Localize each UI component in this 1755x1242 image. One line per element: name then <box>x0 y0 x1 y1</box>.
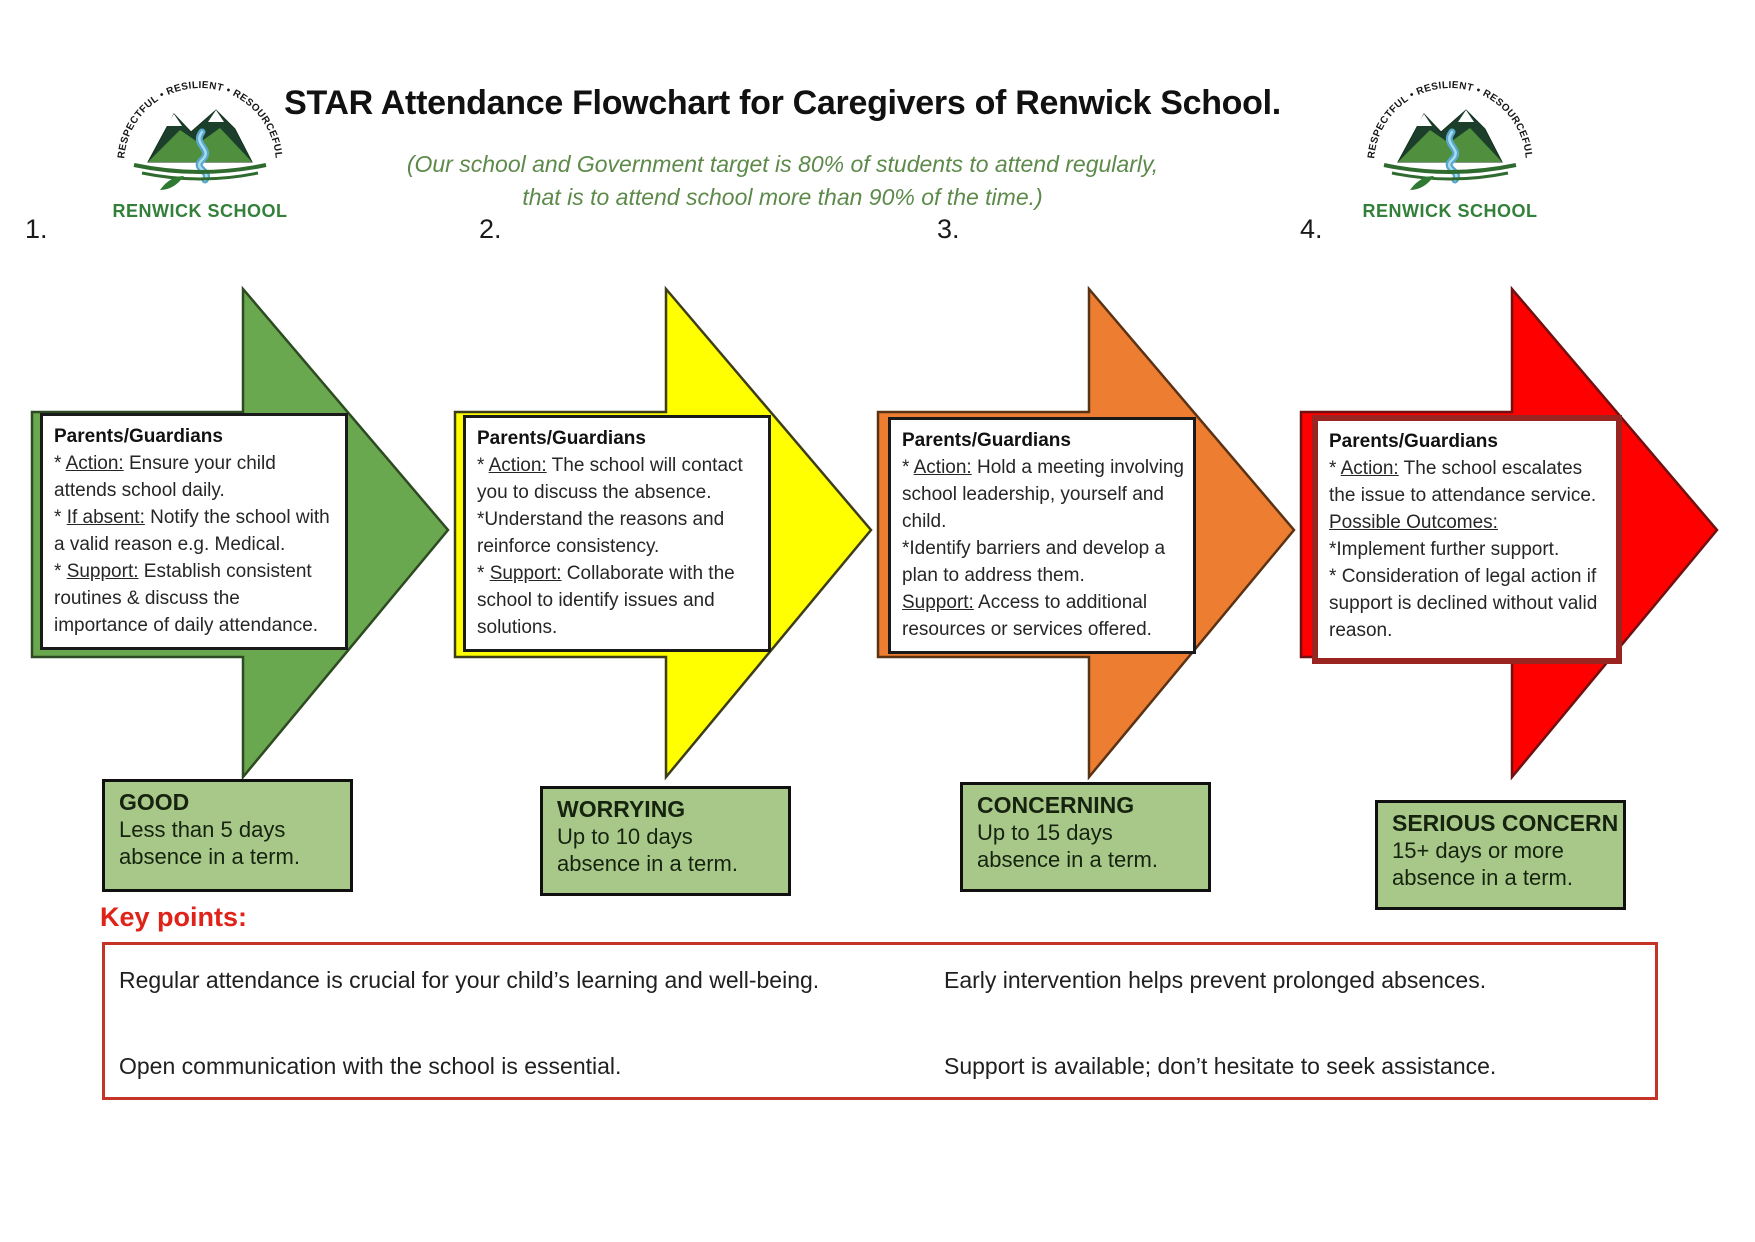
logo-school-name: RENWICK SCHOOL <box>1362 201 1538 221</box>
key-point: Early intervention helps prevent prolonged absences. <box>944 967 1487 993</box>
status-line: 15+ days or more <box>1392 838 1564 863</box>
subtitle-line-1: (Our school and Government target is 80% of students to attend regularly, <box>406 151 1159 177</box>
stage-number-1: 1. <box>25 214 48 244</box>
info-box-heading: Parents/Guardians <box>902 430 1071 451</box>
stage-number-2: 2. <box>479 214 502 244</box>
info-box-heading: Parents/Guardians <box>54 426 223 447</box>
info-line: *Identify barriers and develop a plan to address them. <box>902 538 1166 586</box>
status-line: absence in a term. <box>557 851 738 876</box>
status-title: WORRYING <box>557 796 686 822</box>
stage-number-4: 4. <box>1300 214 1323 244</box>
status-line: absence in a term. <box>977 847 1158 872</box>
stage-info-box-3 <box>888 417 1196 654</box>
info-line: *Implement further support. <box>1329 539 1560 560</box>
status-line: absence in a term. <box>1392 865 1573 890</box>
stage-info-box-2 <box>463 415 771 652</box>
logo-school-name: RENWICK SCHOOL <box>112 201 288 221</box>
info-line: * Action: Hold a meeting involving school leadership, yourself and child. <box>902 457 1185 532</box>
info-line: *Understand the reasons and reinforce consistency. <box>477 509 725 557</box>
status-title: SERIOUS CONCERN <box>1392 810 1619 836</box>
key-point: Regular attendance is crucial for your child’s learning and well-being. <box>119 967 820 993</box>
info-box-heading: Parents/Guardians <box>477 428 646 449</box>
key-points-label: Key points: <box>100 902 248 932</box>
stage-info-box-1 <box>40 413 348 650</box>
info-line: * If absent: Notify the school with a valid reason e.g. Medical. <box>54 507 330 555</box>
status-line: Up to 10 days <box>557 824 693 849</box>
status-line: absence in a term. <box>119 844 300 869</box>
info-line: * Support: Establish consistent routines & discuss the importance of daily attendance. <box>54 561 319 636</box>
stage-number-3: 3. <box>937 214 960 244</box>
info-line: * Action: The school escalates the issue to attendance service. <box>1329 458 1597 506</box>
info-line: * Action: The school will contact you to discuss the absence. <box>477 455 743 503</box>
info-box-heading: Parents/Guardians <box>1329 431 1498 452</box>
info-line: * Support: Collaborate with the school to identify issues and solutions. <box>477 563 735 638</box>
logo-arc-text: RESPECTFUL • RESILIENT • RESOURCEFUL <box>1366 79 1534 160</box>
status-line: Up to 15 days <box>977 820 1113 845</box>
status-box-concerning <box>960 782 1211 892</box>
info-line: * Action: Ensure your child attends school daily. <box>54 453 276 501</box>
stage-info-box-4 <box>1312 415 1622 664</box>
logo-arc-text: RESPECTFUL • RESILIENT • RESOURCEFUL <box>116 79 284 160</box>
key-point: Support is available; don’t hesitate to seek assistance. <box>944 1053 1497 1079</box>
info-line: * Consideration of legal action if support is declined without valid reason. <box>1329 566 1598 641</box>
info-line: Support: Access to additional resources or services offered. <box>902 592 1152 640</box>
page-title: STAR Attendance Flowchart for Caregivers of Renwick School. <box>284 84 1281 122</box>
status-box-worrying <box>540 786 791 896</box>
key-points-box <box>102 942 1658 1100</box>
status-title: CONCERNING <box>977 792 1135 818</box>
status-line: Less than 5 days <box>119 817 286 842</box>
key-point: Open communication with the school is essential. <box>119 1053 622 1079</box>
status-box-serious-concern <box>1375 800 1626 910</box>
info-line: Possible Outcomes: <box>1329 512 1498 533</box>
status-box-good <box>102 779 353 892</box>
subtitle-line-2: that is to attend school more than 90% of the time.) <box>522 184 1043 210</box>
status-title: GOOD <box>119 789 190 815</box>
